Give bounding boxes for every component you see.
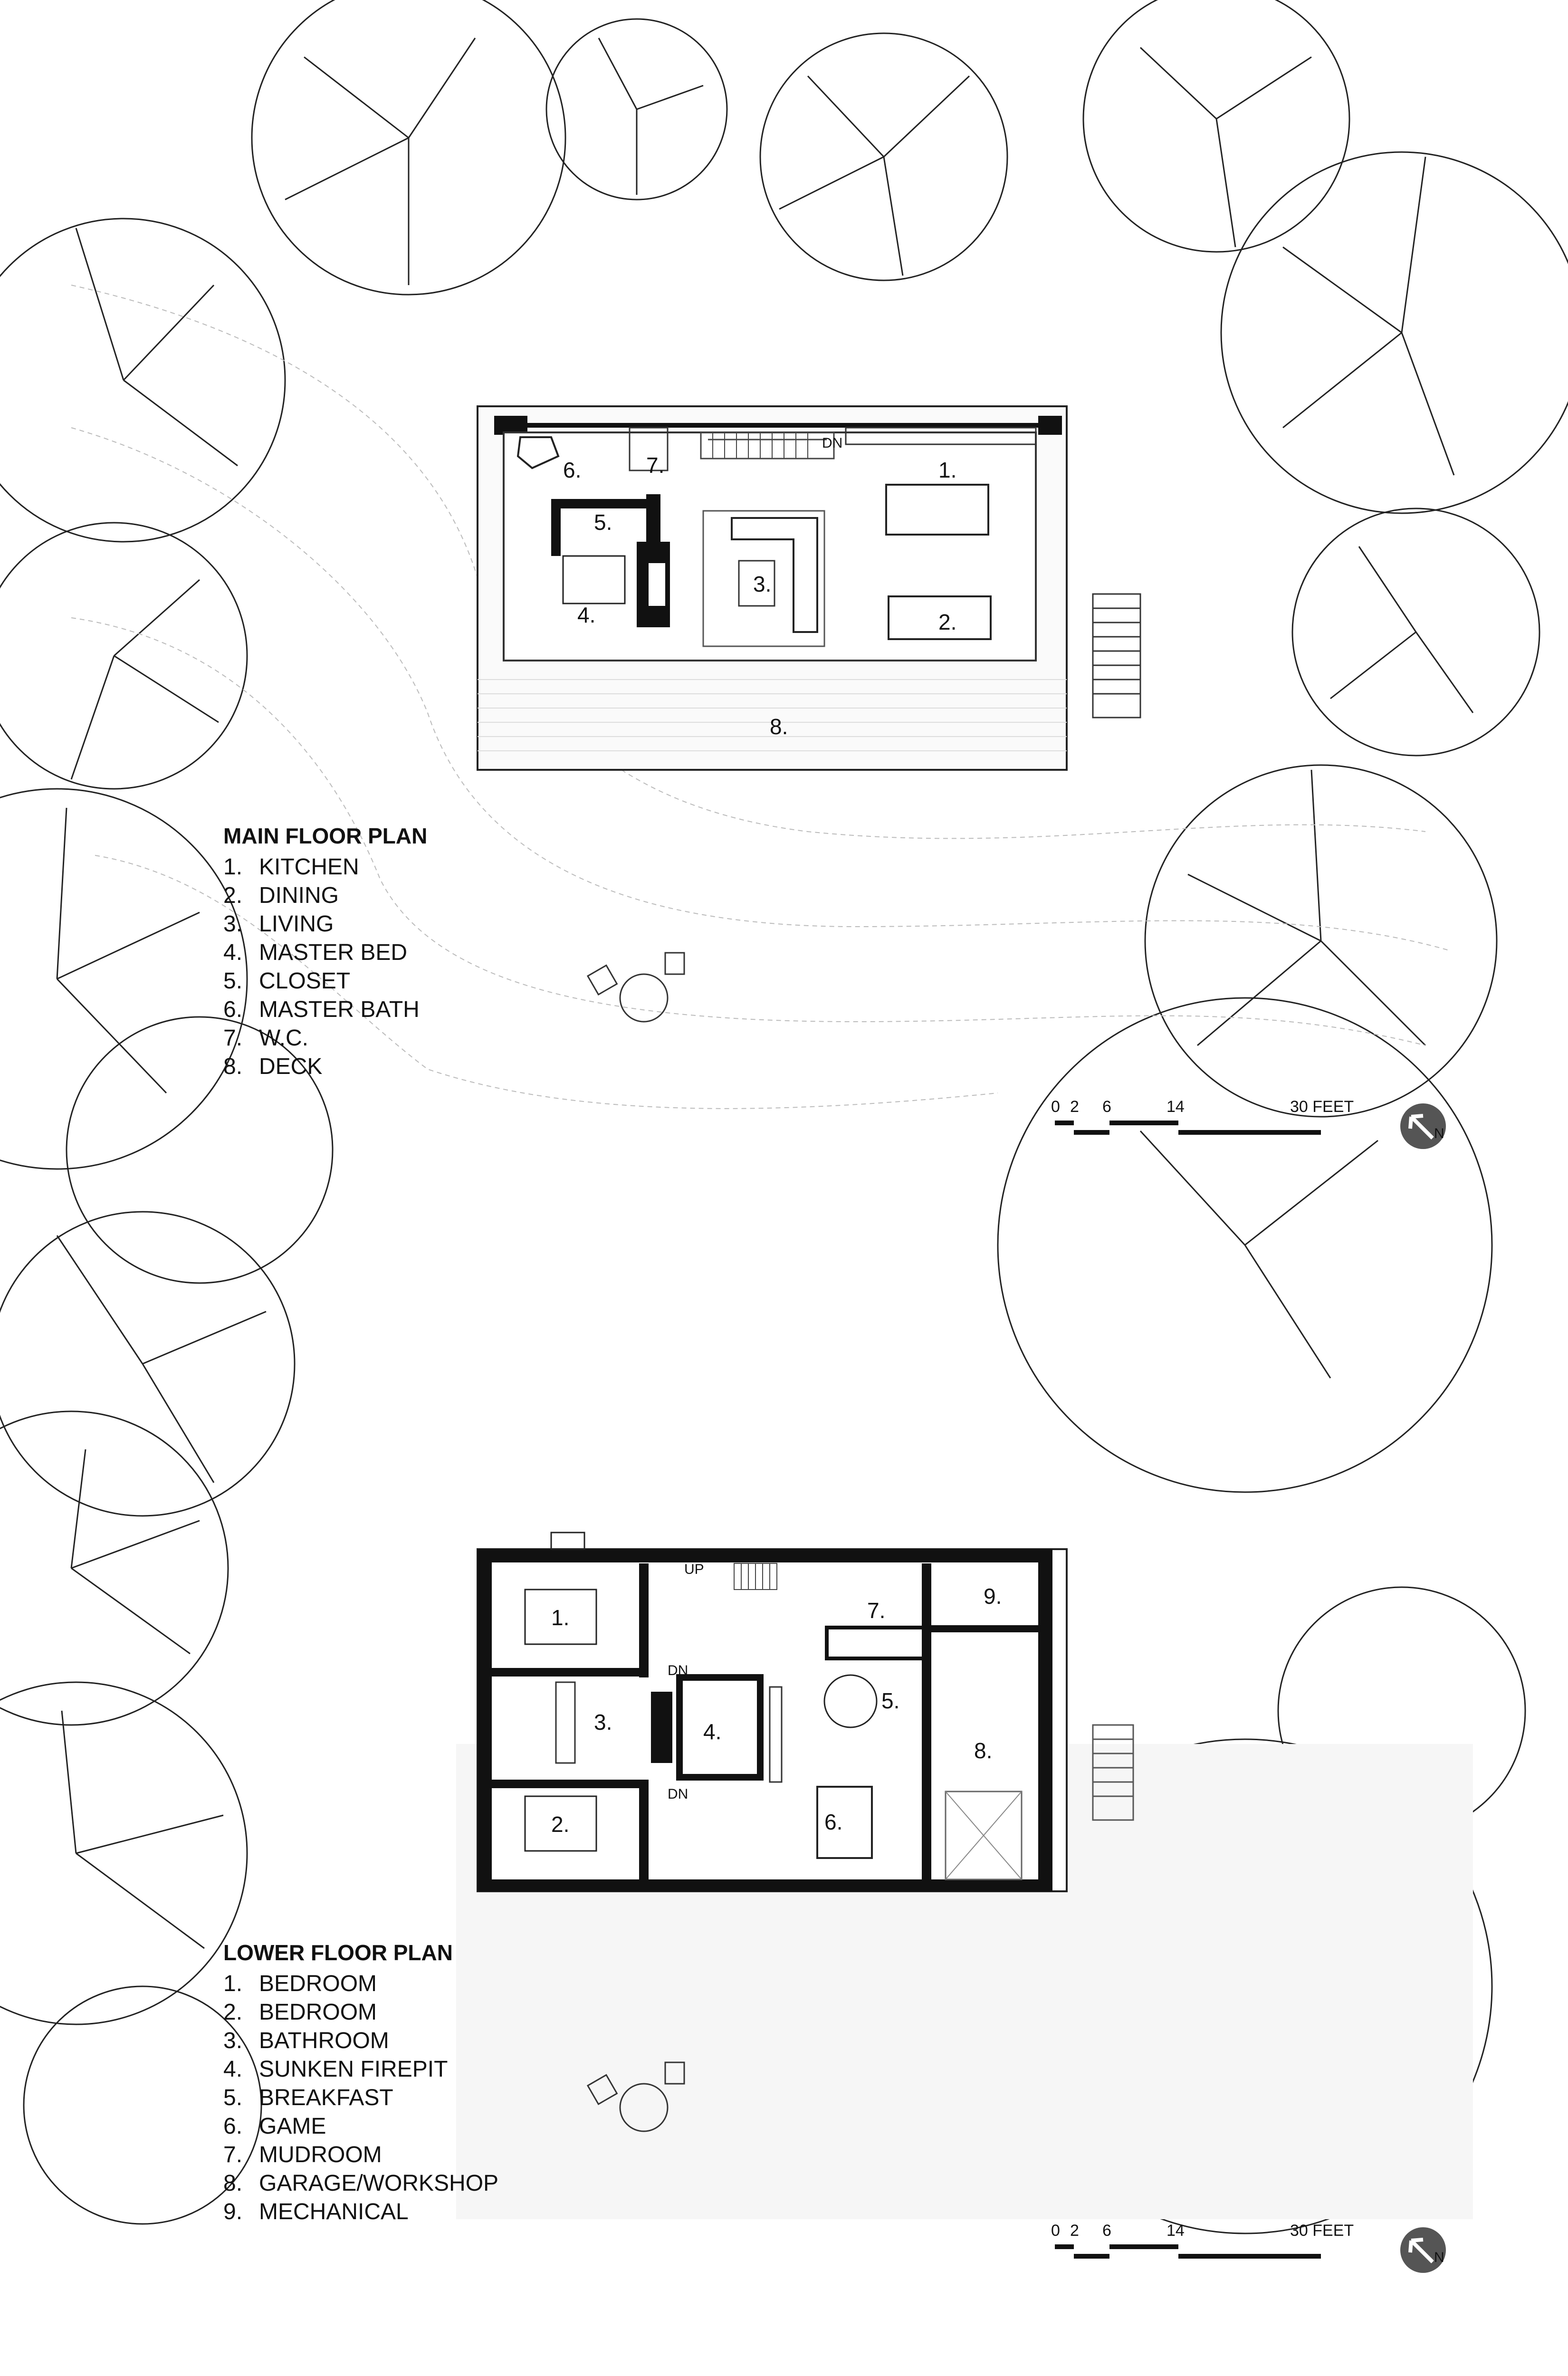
main-legend-name-2: DINING [259,883,339,908]
svg-text:N: N [1434,1126,1444,1141]
lower-legend-name-4: SUNKEN FIREPIT [259,2057,448,2082]
main-legend-name-3: LIVING [259,911,334,937]
lower-scale-tick-2: 2 [1070,2222,1079,2240]
lower-stair-dn-label-top: DN [668,1663,688,1678]
north-arrow-icon-main [1400,1103,1446,1149]
lower-room-6-label: 6. [824,1810,843,1834]
main-scale-tick-6: 6 [1102,1098,1111,1116]
lower-stair-up-label: UP [684,1562,704,1577]
main-room-7-label: 7. [646,453,665,478]
lower-room-9-label: 9. [984,1584,1002,1609]
lower-room-7-label: 7. [867,1598,886,1623]
lower-legend-num-6: 6. [223,2114,243,2139]
patio-table-main [588,953,684,1022]
main-room-6-label: 6. [563,458,582,482]
main-legend-name-4: MASTER BED [259,940,408,965]
lower-legend-num-5: 5. [223,2085,243,2110]
main-scale-tick-2: 2 [1070,1098,1079,1116]
lower-legend-num-8: 8. [223,2171,243,2196]
lower-legend-name-8: GARAGE/WORKSHOP [259,2171,499,2196]
main-legend-num-3: 3. [223,911,243,937]
lower-legend-num-4: 4. [223,2057,243,2082]
main-room-4-label: 4. [577,603,596,627]
lower-scale-end: 30 FEET [1290,2222,1354,2240]
main-legend-num-6: 6. [223,997,243,1022]
main-room-1-label: 1. [938,458,957,482]
main-scale-end: 30 FEET [1290,1098,1354,1116]
lower-legend-num-9: 9. [223,2199,243,2224]
lower-scale-tick-14: 14 [1166,2222,1185,2240]
main-legend-num-7: 7. [223,1025,243,1051]
lower-scale-bar [1051,2222,1446,2273]
lower-room-8-label: 8. [974,1738,993,1763]
lower-stair-dn-label-bottom: DN [668,1786,688,1802]
main-scale-bar [1051,1098,1446,1149]
main-room-3-label: 3. [753,572,772,596]
lower-legend-num-7: 7. [223,2142,243,2167]
lower-room-4-label: 4. [703,1719,722,1744]
lower-scale-tick-0: 0 [1051,2222,1060,2240]
main-legend-num-5: 5. [223,968,243,994]
main-scale-tick-0: 0 [1051,1098,1060,1116]
svg-text:N: N [1434,2250,1444,2265]
lower-legend-name-3: BATHROOM [259,2028,389,2053]
lower-legend-num-2: 2. [223,2000,243,2025]
lower-scale-tick-6: 6 [1102,2222,1111,2240]
deck-stair [1093,594,1140,718]
lower-room-3-label: 3. [594,1710,612,1734]
lower-floor-building [478,1533,1133,1891]
main-legend [223,824,427,1079]
lower-room-5-label: 5. [881,1688,900,1713]
main-room-8-label: 8. [770,714,788,739]
main-legend-num-4: 4. [223,940,243,965]
lower-room-2-label: 2. [551,1812,570,1837]
lower-room-1-label: 1. [551,1605,570,1630]
main-room-5-label: 5. [594,510,612,535]
main-legend-num-2: 2. [223,883,243,908]
main-legend-num-8: 8. [223,1054,243,1079]
main-scale-tick-14: 14 [1166,1098,1185,1116]
main-room-2-label: 2. [938,610,957,634]
north-arrow-icon-lower [1400,2227,1446,2273]
lower-legend-num-1: 1. [223,1971,243,1996]
lower-legend-num-3: 3. [223,2028,243,2053]
main-legend-name-5: CLOSET [259,968,351,994]
lower-legend-name-7: MUDROOM [259,2142,382,2167]
lower-legend-name-1: BEDROOM [259,1971,377,1996]
lower-legend-title: LOWER FLOOR PLAN [223,1940,453,1965]
main-legend-name-7: W.C. [259,1025,308,1051]
main-stair-dn-label: DN [822,435,843,451]
lower-legend-name-9: MECHANICAL [259,2199,409,2224]
main-legend-name-6: MASTER BATH [259,997,420,1022]
main-legend-num-1: 1. [223,854,243,880]
main-legend-title: MAIN FLOOR PLAN [223,824,428,848]
main-legend-name-1: KITCHEN [259,854,359,880]
lower-legend-name-2: BEDROOM [259,2000,377,2025]
lower-legend-name-5: BREAKFAST [259,2085,393,2110]
main-legend-name-8: DECK [259,1054,323,1079]
lower-legend-name-6: GAME [259,2114,326,2139]
